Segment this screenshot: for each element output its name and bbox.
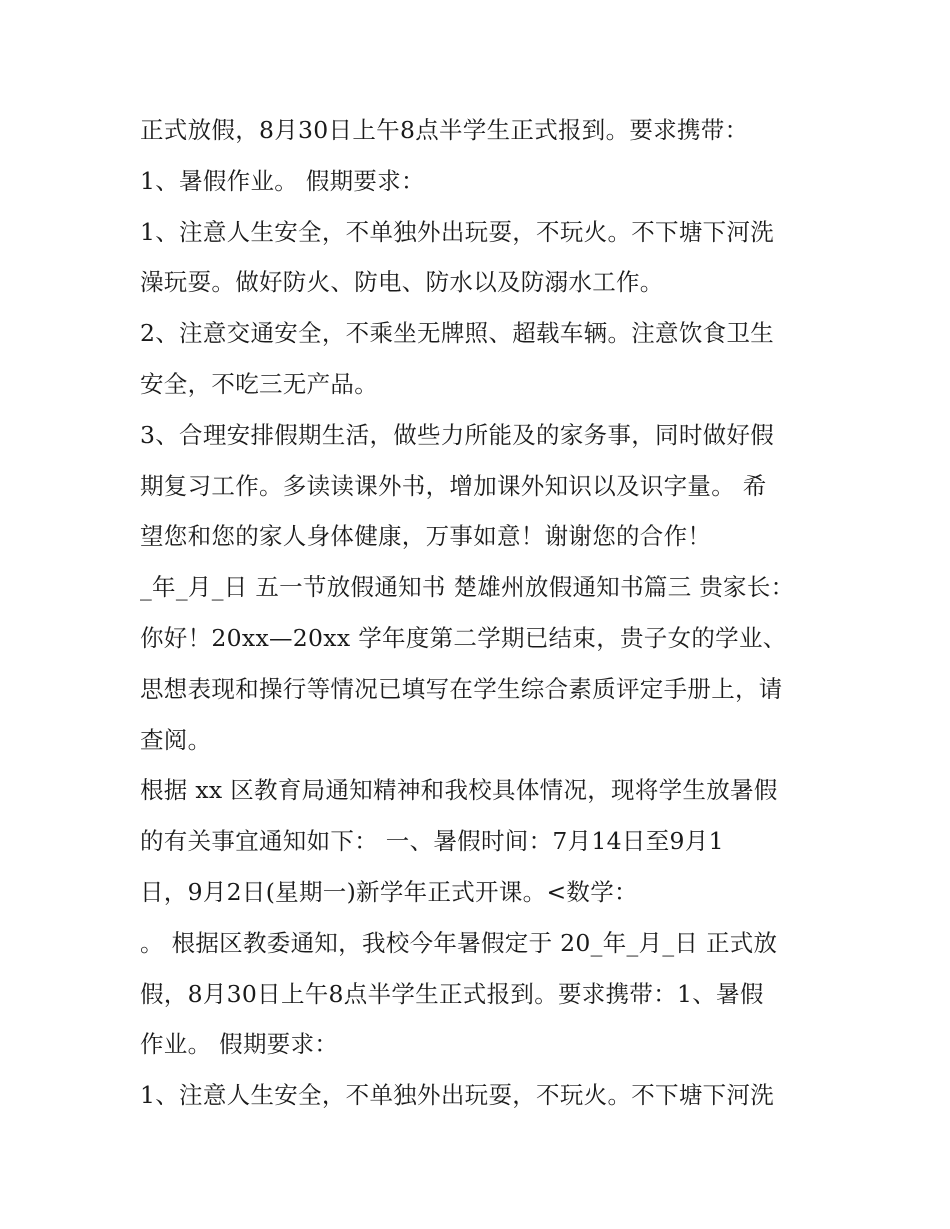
text-line: 期复习工作。多读读课外书，增加课外知识以及识字量。 希 (140, 471, 767, 500)
text-line: 假，8月30日上午8点半学生正式报到。要求携带：1、暑假 (140, 979, 764, 1008)
text-line: 你好！20xx—20xx 学年度第二学期已结束，贵子女的学业、 (140, 623, 787, 652)
text-line: 3、合理安排假期生活，做些力所能及的家务事，同时做好假 (140, 420, 775, 449)
text-line: 望您和您的家人身体健康，万事如意！谢谢您的合作！ (140, 522, 712, 551)
text-line: 澡玩耍。做好防火、防电、防水以及防溺水工作。 (140, 268, 664, 297)
text-line: 安全，不吃三无产品。 (140, 369, 378, 398)
text-line: 作业。 假期要求： (140, 1030, 339, 1059)
text-line: 1、注意人生安全，不单独外出玩耍，不玩火。不下塘下河洗 (140, 217, 775, 246)
text-line: 根据 xx 区教育局通知精神和我校具体情况，现将学生放暑假 (140, 776, 778, 805)
text-line: _年_月_日 五一节放假通知书 楚雄州放假通知书篇三 贵家长： (140, 573, 795, 602)
text-line: 1、暑假作业。 假期要求： (140, 166, 425, 195)
document-body (140, 105, 820, 1121)
text-line: 。 根据区教委通知，我校今年暑假定于 20_年_月_日 正式放 (140, 928, 778, 957)
text-line: 正式放假，8月30日上午8点半学生正式报到。要求携带： (140, 116, 749, 144)
text-line: 查阅。 (140, 725, 212, 754)
text-line: 的有关事宜通知如下： 一、暑假时间：7月14日至9月1 (140, 827, 724, 856)
text-line: 思想表现和操行等情况已填写在学生综合素质评定手册上，请 (140, 674, 783, 703)
text-line: 1、注意人生安全，不单独外出玩耍，不玩火。不下塘下河洗 (140, 1081, 775, 1110)
text-line: 日，9月2日(星期一)新学年正式开课。<数学： (140, 877, 638, 906)
text-line: 2、注意交通安全，不乘坐无牌照、超载车辆。注意饮食卫生 (140, 319, 775, 348)
